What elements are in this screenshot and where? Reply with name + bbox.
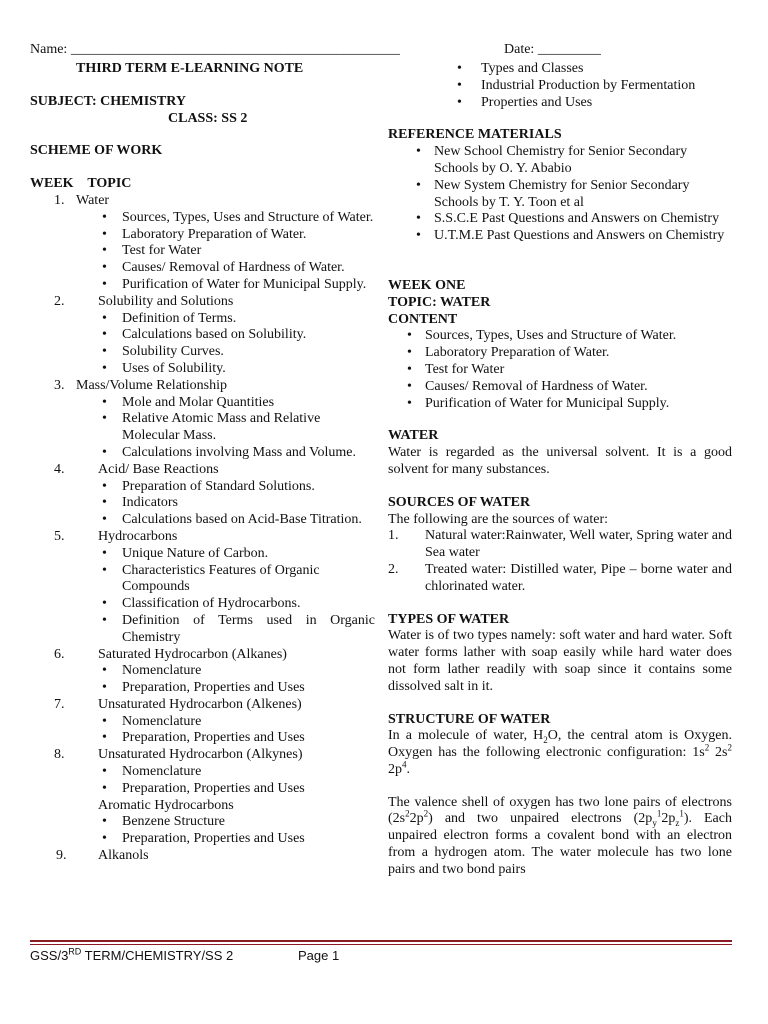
list-item: • Test for Water [388,362,732,379]
list-item: 1. Natural water:Rainwater, Well water, Spring water and Sea water [388,528,732,561]
subject: SUBJECT: CHEMISTRY [30,93,186,109]
content-heading: CONTENT [388,311,458,327]
list-item: • U.T.M.E Past Questions and Answers on Chemistry [388,228,732,245]
list-item: • New School Chemistry for Senior Secondary Schools by O. Y. Ababio [388,144,732,178]
list-item: • Unique Nature of Carbon. [30,546,375,563]
list-item: • Causes/ Removal of Hardness of Water. [30,260,375,277]
list-item: • Purification of Water for Municipal Supply. [388,396,732,413]
right-column [388,61,732,879]
types-text: Water is of two types namely: soft water and hard water. Soft water forms lather with soap easily while hard water does not form lather readily with soap since it contains some dissolved salt in it. [388,628,732,694]
list-item: • S.S.C.E Past Questions and Answers on Chemistry [388,211,732,228]
aromatic-topic: Aromatic Hydrocarbons [98,797,234,813]
week-row: 2. Solubility and Solutions [54,293,234,309]
list-item: • Mole and Molar Quantities [30,395,375,412]
list-item: • Definition of Terms used in Organic Chemistry [30,613,375,647]
structure-heading: STRUCTURE OF WATER [388,711,551,727]
class: CLASS: SS 2 [168,110,248,126]
list-item: • Uses of Solubility. [30,361,375,378]
list-item: • Causes/ Removal of Hardness of Water. [388,379,732,396]
week-row: 5. Hydrocarbons [54,528,178,544]
page-number: Page 1 [298,948,340,963]
list-item: • Characteristics Features of Organic Compounds [30,563,375,597]
footer-code: GSS/3RD TERM/CHEMISTRY/SS 2 [30,946,234,963]
list-item: • Relative Atomic Mass and Relative Molecular Mass. [30,411,375,445]
valence-text: The valence shell of oxygen has two lone pairs of electrons $(2s^22p^2)$ and two unpaired electrons $(2p_y^12p_z^1)$. Each unpaired electron forms a covalent bond with an electron from a hydrogen atom. The water molecule has two lone pairs and two bond pairs [388,794,732,877]
list-item: • Nomenclature [30,714,375,731]
scheme-heading: SCHEME OF WORK [30,143,163,159]
footer-rule [30,940,732,942]
week-row: 6. Saturated Hydrocarbon (Alkanes) [54,646,287,662]
list-item: • Laboratory Preparation of Water. [30,227,375,244]
list-item: • Benzene Structure [30,814,375,831]
name-field: Name: _______________________________________________ [30,42,400,57]
footer-rule-thin [30,944,732,945]
topic-heading: TOPIC: WATER [388,294,491,310]
list-item: • Preparation, Properties and Uses [30,831,375,848]
list-item: • Properties and Uses [388,95,732,112]
list-item: • Sources, Types, Uses and Structure of Water. [388,328,732,345]
week-topic-heading: WEEK TOPIC [30,176,132,192]
list-item: • Solubility Curves. [30,344,375,361]
list-item: • Calculations involving Mass and Volume. [30,445,375,462]
structure-text: In a molecule of water, $H_2O$, the central atom is Oxygen. Oxygen has the following electronic configuration: $1s^2$ $2s^2$ $2p^4$. [388,728,733,777]
reference-heading: REFERENCE MATERIALS [388,127,562,143]
list-item: • Preparation, Properties and Uses [30,680,375,697]
water-text: Water is regarded as the universal solvent. It is a good solvent for many substances. [388,445,732,477]
list-item: • Laboratory Preparation of Water. [388,345,732,362]
list-item: • Types and Classes [388,61,732,78]
list-item: • Indicators [30,495,375,512]
week-row: 9. Alkanols [56,848,149,864]
water-heading: WATER [388,428,439,444]
list-item: • Preparation, Properties and Uses [30,781,375,798]
week-row: 7. Unsaturated Hydrocarbon (Alkenes) [54,696,302,712]
list-item: • Definition of Terms. [30,311,375,328]
list-item: • Preparation of Standard Solutions. [30,479,375,496]
list-item: • New System Chemistry for Senior Secondary Schools by T. Y. Toon et al [388,178,732,212]
list-item: • Industrial Production by Fermentation [388,78,732,95]
list-item: 2. Treated water: Distilled water, Pipe – borne water and chlorinated water. [388,561,732,594]
list-item: • Sources, Types, Uses and Structure of Water. [30,210,375,227]
list-item: • Preparation, Properties and Uses [30,730,375,747]
sources-intro: The following are the sources of water: [388,511,609,527]
list-item: • Test for Water [30,243,375,260]
list-item: • Nomenclature [30,764,375,781]
list-item: • Calculations based on Solubility. [30,327,375,344]
list-item: • Calculations based on Acid-Base Titration. [30,512,375,529]
week-row: 1. Water [54,192,110,208]
week-row: 8. Unsaturated Hydrocarbon (Alkynes) [54,747,303,763]
list-item: • Purification of Water for Municipal Supply. [30,277,375,294]
sources-heading: SOURCES OF WATER [388,494,531,510]
list-item: • Classification of Hydrocarbons. [30,596,375,613]
note-title: THIRD TERM E-LEARNING NOTE [76,61,304,76]
list-item: • Nomenclature [30,663,375,680]
types-heading: TYPES OF WATER [388,611,510,627]
week-one-heading: WEEK ONE [388,277,466,293]
week-row: 4. Acid/ Base Reactions [54,461,219,477]
date-field: Date: _________ [504,42,601,57]
week-row: 3. Mass/Volume Relationship [54,377,228,393]
left-column [30,61,375,865]
